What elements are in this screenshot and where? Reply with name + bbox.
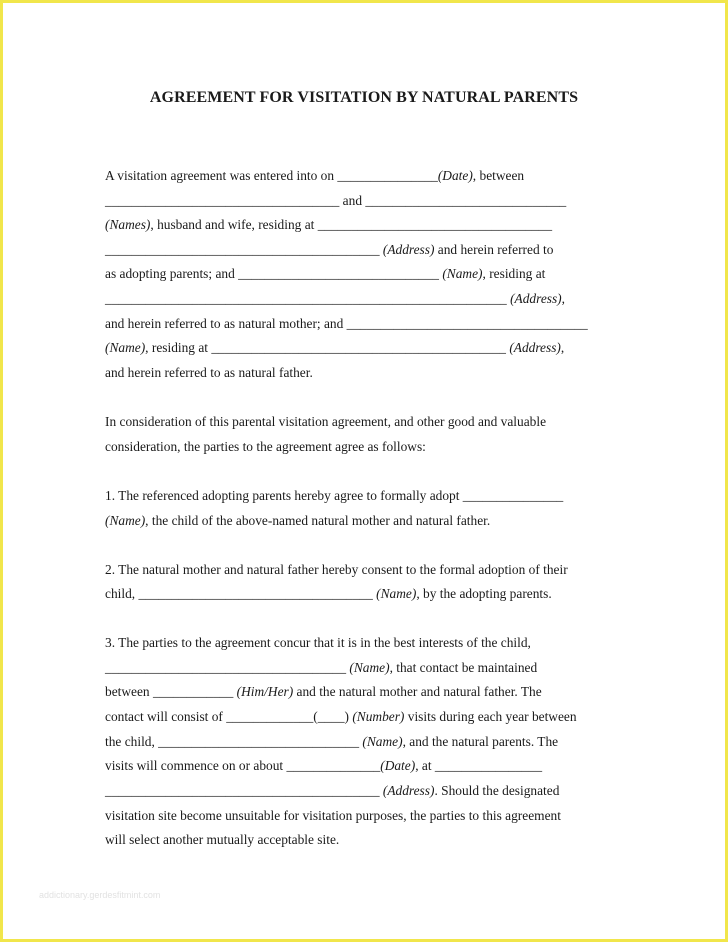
clause-2-line: 2. The natural mother and natural father hereby consent to the formal adoption of their (105, 562, 568, 577)
clause-1-line: 1. The referenced adopting parents hereby agree to formally adopt _______________ (105, 488, 564, 503)
text-line: _________________________________________ (Address) and herein referred to (105, 242, 554, 257)
clause-2-line: child, ___________________________________ (Name), by the adopting parents. (105, 586, 552, 601)
document-title: AGREEMENT FOR VISITATION BY NATURAL PARENTS (149, 89, 579, 106)
text-line: consideration, the parties to the agreement agree as follows: (105, 439, 426, 454)
text-line: and herein referred to as natural father. (105, 365, 313, 380)
clause-1-line: (Name), the child of the above-named natural mother and natural father. (105, 513, 491, 528)
clause-3-line: will select another mutually acceptable site. (105, 832, 340, 847)
text-line: (Names), husband and wife, residing at ___________________________________ (105, 217, 553, 232)
clause-3-line: visits will commence on or about ______________(Date), at ________________ (105, 758, 543, 773)
text-line: ___________________________________ and ______________________________ (105, 193, 567, 208)
clause-3-line: visitation site become unsuitable for visitation purposes, the parties to this agreement (105, 808, 561, 823)
text-line: ____________________________________________________________ (Address), (105, 291, 566, 306)
clause-3-line: the child, ______________________________ (Name), and the natural parents. The (105, 734, 559, 749)
text-line: In consideration of this parental visitation agreement, and other good and valuable (105, 414, 547, 429)
text-line: as adopting parents; and ______________________________ (Name), residing at (105, 266, 546, 281)
text-line: (Name), residing at ____________________________________________ (Address), (105, 340, 565, 355)
clause-3-line: ____________________________________ (Name), that contact be maintained (105, 660, 538, 675)
text-line: and herein referred to as natural mother; and ____________________________________ (105, 316, 588, 331)
watermark: addictionary.gerdesfitmint.com (39, 890, 161, 900)
text-line: A visitation agreement was entered into on _______________(Date), between (105, 168, 525, 183)
clause-3-line: contact will consist of _____________(____) (Number) visits during each year between (105, 709, 577, 724)
clause-3-line: _________________________________________ (Address). Should the designated (105, 783, 560, 798)
clause-3-line: 3. The parties to the agreement concur that it is in the best interests of the child, (105, 635, 531, 650)
clause-3-line: between ____________ (Him/Her) and the natural mother and natural father. The (105, 684, 542, 699)
